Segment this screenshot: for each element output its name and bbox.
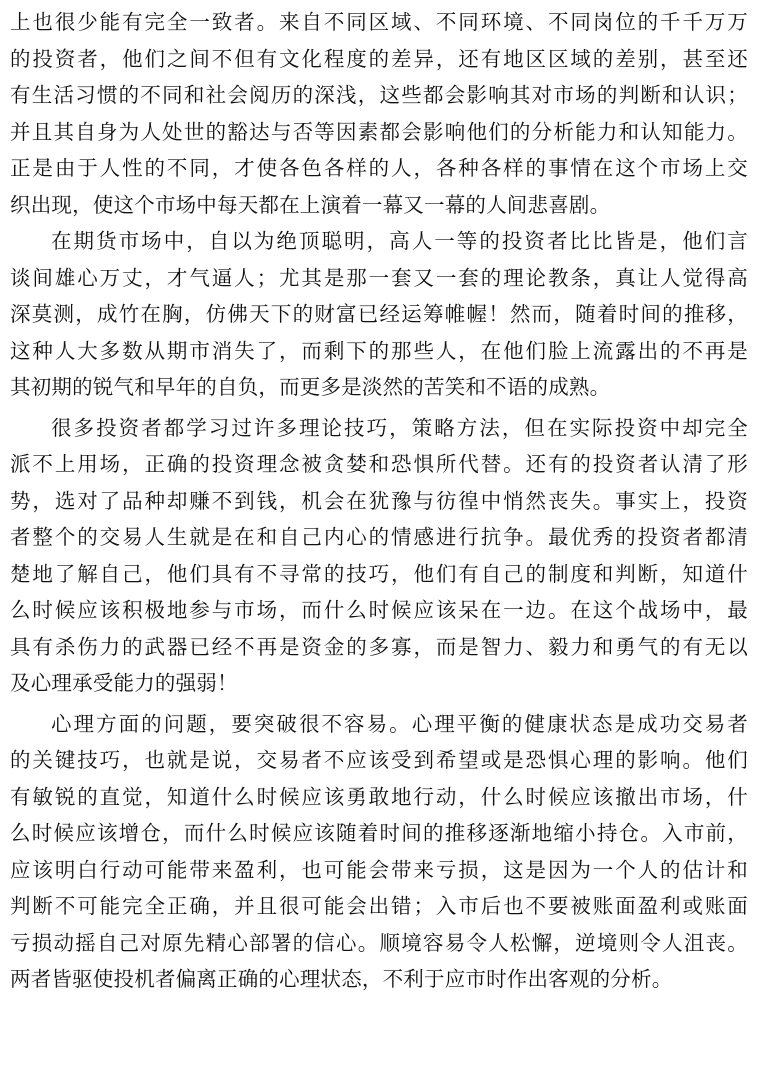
text-line: 这种人大多数从期市消失了，而剩下的那些人，在他们脸上流露出的不再是 — [10, 338, 748, 363]
text-line: 势，选对了品种却赚不到钱，机会在犹豫与彷徨中悄然丧失。事实上，投资 — [10, 488, 748, 513]
text-line: 的投资者，他们之间不但有文化程度的差异，还有地区区域的差别，甚至还 — [10, 46, 748, 71]
text-line: 者整个的交易人生就是在和自己内心的情感进行抗争。最优秀的投资者都清 — [10, 525, 748, 549]
text-line: 么时候应该增仓，而什么时候应该随着时间的推移逐渐地缩小持仓。入市前， — [10, 821, 748, 845]
text-line: 两者皆驱使投机者偏离正确的心理状态，不利于应市时作出客观的分析。 — [10, 967, 673, 991]
text-line: 织出现，使这个市场中每天都在上演着一幕又一幕的人间悲喜剧。 — [10, 192, 611, 217]
text-line: 心理方面的问题，要突破很不容易。心理平衡的健康状态是成功交易者 — [51, 711, 748, 736]
paragraph — [10, 4, 748, 223]
text-line: 在期货市场中，自以为绝顶聪明，高人一等的投资者比比皆是，他们言 — [51, 229, 748, 253]
document-page — [10, 4, 748, 998]
text-line: 派不上用场，正确的投资理念被贪婪和恐惧所代替。还有的投资者认清了形 — [10, 452, 748, 476]
text-line: 很多投资者都学习过许多理论技巧，策略方法，但在实际投资中却完全 — [51, 415, 748, 440]
text-line: 亏损动摇自己对原先精心部署的信心。顺境容易令人松懈，逆境则令人沮丧。 — [10, 930, 748, 955]
paragraph — [10, 410, 748, 702]
text-line: 应该明白行动可能带来盈利，也可能会带来亏损，这是因为一个人的估计和 — [10, 857, 748, 882]
text-line: 楚地了解自己，他们具有不寻常的技巧，他们有自己的制度和判断，知道什 — [10, 561, 748, 586]
paragraph — [10, 223, 748, 406]
text-line: 及心理承受能力的强弱！ — [10, 671, 238, 695]
text-line: 深莫测，成竹在胸，仿佛天下的财富已经运筹帷幄！然而，随着时间的推移， — [10, 302, 748, 326]
text-line: 有生活习惯的不同和社会阅历的深浅，这些都会影响其对市场的判断和认识； — [10, 83, 748, 107]
text-line: 判断不可能完全正确，并且很可能会出错；入市后也不要被账面盈利或账面 — [10, 894, 748, 918]
text-line: 并且其自身为人处世的豁达与否等因素都会影响他们的分析能力和认知能力。 — [10, 119, 748, 144]
text-line: 具有杀伤力的武器已经不再是资金的多寡，而是智力、毅力和勇气的有无以 — [10, 634, 748, 659]
text-line: 正是由于人性的不同，才使各色各样的人，各种各样的事情在这个市场上交 — [10, 156, 748, 180]
paragraph — [10, 706, 748, 998]
text-line: 么时候应该积极地参与市场，而什么时候应该呆在一边。在这个战场中，最 — [10, 598, 748, 622]
text-line: 有敏锐的直觉，知道什么时候应该勇敢地行动，什么时候应该撤出市场，什 — [10, 784, 748, 809]
text-line: 谈间雄心万丈，才气逼人；尤其是那一套又一套的理论教条，真让人觉得高 — [10, 265, 748, 290]
text-line: 其初期的锐气和早年的自负，而更多是淡然的苦笑和不语的成熟。 — [10, 375, 611, 399]
text-line: 上也很少能有完全一致者。来自不同区域、不同环境、不同岗位的千千万万 — [10, 10, 748, 34]
text-line: 的关键技巧，也就是说，交易者不应该受到希望或是恐惧心理的影响。他们 — [10, 748, 748, 772]
